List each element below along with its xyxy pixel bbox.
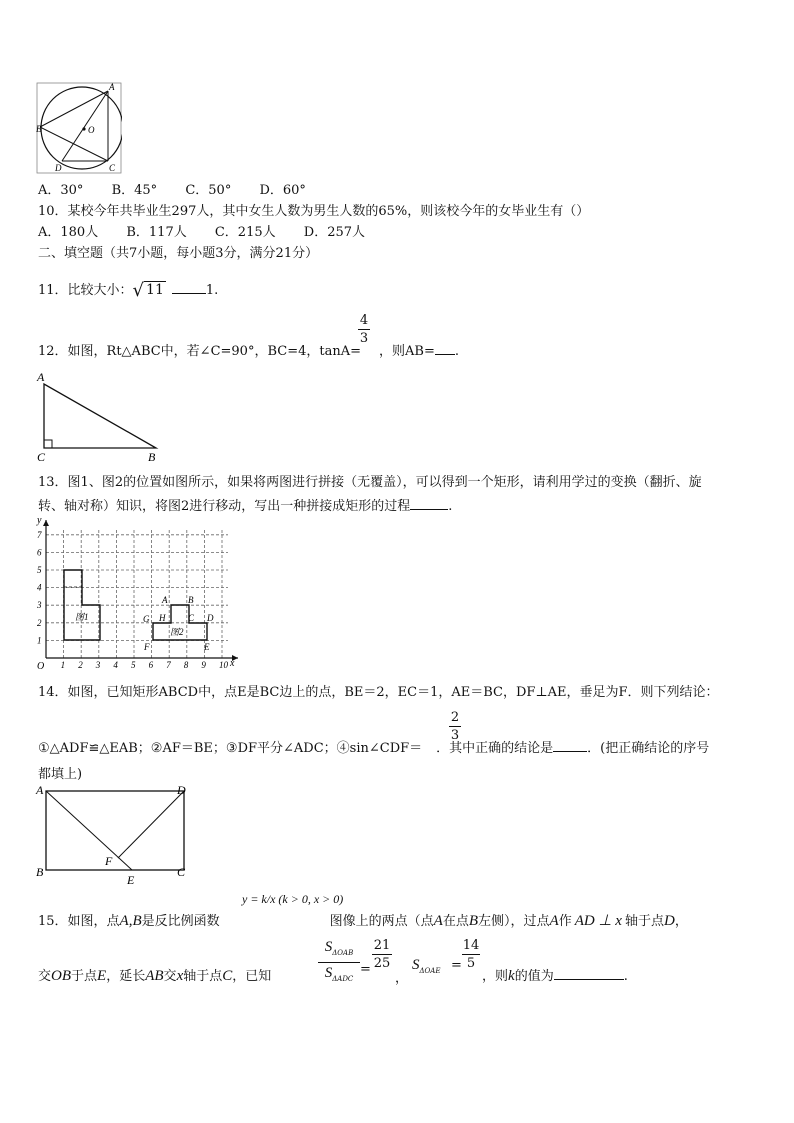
q15-r6: ，已知 (232, 969, 272, 984)
q9-circle (41, 87, 122, 169)
q15-eq2-den: 5 (466, 956, 476, 971)
q13-y-tick: 5 (37, 565, 42, 575)
q14-label-a: A (36, 783, 44, 797)
q12-frac-num: 4 (359, 313, 369, 328)
q13-x-tick: 9 (201, 660, 206, 670)
q12-triangle-figure (34, 370, 166, 464)
q13-fig1-label: 图1 (75, 612, 89, 622)
q15-r4: 交 (163, 969, 177, 984)
q13-x-tick: 6 (148, 660, 154, 670)
q15-function-text: y = k/x (k > 0, x > 0) (242, 892, 344, 906)
q15-point-a2: A (549, 913, 559, 929)
q13-fig2-label: 图2 (170, 627, 184, 637)
q13-y-tick: 1 (37, 635, 42, 646)
q14-line3: 都填上) (38, 767, 83, 782)
q9-label-c: C (109, 163, 116, 173)
q13-pt-g: G (143, 614, 150, 624)
q10-options (38, 224, 389, 242)
q15-area-ratio (318, 938, 360, 987)
q12-frac-den: 3 (359, 331, 369, 346)
q9-options (38, 182, 330, 200)
q15-s-oae-sub: ΔOAE (419, 967, 441, 976)
q13-figure-1 (64, 570, 100, 640)
q14-label-c: C (177, 865, 186, 879)
q13-x-tick: 5 (131, 660, 136, 670)
q12-label-b: B (148, 450, 156, 464)
q13-x-tick: 1 (60, 660, 66, 670)
q14-line2 (38, 739, 709, 758)
q15-ob: OB (51, 968, 72, 984)
q10-option-c: C．215人 (214, 225, 276, 240)
q15-fraction-14-5 (462, 938, 480, 971)
q11-answer-blank (172, 281, 206, 294)
q10-option-d: D．257人 (303, 225, 366, 240)
q15-tail (482, 967, 628, 986)
q15-s-adc-sub: ΔADC (332, 975, 354, 984)
q11-suffix: 1. (205, 283, 219, 298)
q15-r7: ，则 (482, 969, 509, 984)
q15-ab: AB (145, 968, 164, 984)
q15-eq1-num: 21 (373, 938, 391, 953)
q13-pt-a: A (162, 595, 168, 605)
q15-t3: 图像上的两点（点 (329, 914, 434, 929)
q13-y-tick: 2 (37, 617, 42, 628)
q9-circle-figure (36, 82, 122, 174)
q14-frac-num: 2 (450, 710, 460, 725)
q14-answer-blank (553, 739, 587, 752)
q15-point-d: D (663, 913, 675, 929)
q15-s-oab: S (324, 939, 333, 955)
section-2-heading: 二、填空题（共7小题，每小题3分，满分21分） (38, 246, 319, 261)
q15-line1 (38, 912, 688, 931)
q15-k: k (508, 968, 515, 984)
q15-t6: 作 (558, 914, 572, 929)
q15-end: . (623, 969, 628, 984)
q13-x-tick: 10 (219, 660, 228, 670)
q15-s-oae: S (412, 957, 420, 973)
q13-y-tick: 6 (37, 547, 42, 558)
q15-x: x (176, 968, 184, 984)
q15-point-b: B (468, 913, 479, 929)
q13-axis-x: x (230, 658, 235, 669)
q10-option-a: A．180人 (38, 225, 99, 240)
q13-pt-h: H (159, 613, 166, 623)
q13-origin: O (37, 661, 45, 670)
q13-y-tick: 7 (37, 529, 42, 540)
q13-axis-y: y (37, 515, 42, 526)
q15-r3: ，延长 (106, 969, 146, 984)
q9-option-d: D．60° (259, 183, 306, 198)
q13-y-tick: 4 (37, 582, 42, 593)
q15-t1: 15．如图，点 (38, 914, 120, 929)
q10-text: 10．某校今年共毕业生297人，其中女生人数为男生人数的65%，则该校今年的女毕业生有（） (38, 204, 590, 219)
q13-y-tick: 3 (37, 600, 42, 611)
q12-label-a: A (37, 370, 45, 384)
q12-prefix: 12．如图，Rt△ABC中，若∠C=90°，BC=4，tanA= (38, 344, 361, 359)
q13-pt-b: B (188, 595, 194, 605)
q15-points-ab: A,B (119, 913, 142, 929)
q9-label-b: B (36, 124, 42, 134)
q12-fraction (358, 313, 370, 346)
q15-r5: 轴于点 (183, 969, 223, 984)
q14-label-b: B (36, 865, 44, 879)
q15-answer-blank (554, 967, 624, 980)
q15-t5: 左侧），过点 (478, 914, 550, 929)
q12-end: . (454, 344, 459, 359)
q15-s-oab-sub: ΔOAB (332, 949, 354, 958)
q12-line (38, 342, 459, 361)
q15-point-a1: A (433, 913, 443, 929)
q9-option-c: C．50° (185, 183, 232, 198)
q11-line (38, 280, 218, 300)
q11-radicand: 11 (146, 282, 164, 298)
q13-grid-lines (46, 529, 228, 658)
q14-line1: 14．如图，已知矩形ABCD中，点E是BC边上的点，BE＝2，EC＝1，AE＝BC，DF⊥AE，垂足为F．则下列结论： (38, 685, 719, 700)
q12-answer-blank (435, 342, 455, 355)
q15-point-c: C (222, 968, 233, 984)
q14-label-d: D (177, 783, 186, 797)
q13-x-tick: 7 (166, 660, 171, 670)
q15-s-oae-group (412, 954, 440, 975)
q15-eq1-den: 25 (373, 956, 391, 971)
q15-comma: ， (395, 971, 409, 986)
q13-x-tick: 8 (183, 660, 189, 670)
q12-suffix: ，则AB= (379, 344, 435, 359)
q14-rectangle-figure (34, 782, 194, 886)
q9-label-d: D (55, 163, 62, 173)
q14-fraction (449, 710, 461, 743)
q14-line2-suffix: ．其中正确的结论是 (436, 741, 554, 756)
q13-line2-text: 转、轴对称）知识，将图2进行移动，写出一种拼接成矩形的过程 (38, 499, 411, 514)
q13-end: . (448, 499, 453, 514)
q11-prefix: 11．比较大小： (38, 283, 133, 298)
q14-label-e: E (127, 873, 135, 886)
q15-fraction-21-25 (372, 938, 392, 971)
q14-frac-den: 3 (450, 728, 460, 743)
q15-line2 (38, 967, 271, 986)
q13-x-tick: 2 (78, 660, 83, 670)
q13-line1: 13．图1、图2的位置如图所示，如果将两图进行拼接（无覆盖），可以得到一个矩形，请利用学过的变换（翻折、旋 (38, 475, 702, 490)
q15-r1: 交 (38, 969, 52, 984)
q9-option-b: B．45° (111, 183, 158, 198)
q13-pt-f: F (144, 642, 150, 652)
q15-s-adc: S (324, 965, 333, 982)
q13-answer-blank (410, 497, 448, 510)
q15-r8: 的值为 (514, 969, 554, 984)
q15-ad-perp: AD ⊥ x (574, 913, 622, 929)
q15-t8: ， (674, 914, 688, 929)
q15-function (242, 892, 343, 907)
q15-t2: 是反比例函数 (141, 914, 220, 929)
q13-x-tick: 3 (95, 660, 101, 670)
q11-sqrt: √ 11 (132, 280, 164, 301)
q15-r2: 于点 (71, 969, 98, 984)
q10-option-b: B．117人 (126, 225, 187, 240)
q15-t7: 轴于点 (624, 914, 664, 929)
q13-x-tick: 4 (113, 660, 118, 670)
q15-eq2-num: 14 (462, 938, 480, 953)
q9-label-a: A (109, 82, 115, 92)
q9-label-o: O (88, 125, 95, 135)
q14-label-f: F (105, 854, 113, 868)
q13-pt-d: D (207, 613, 214, 623)
q14-line2-prefix: ①△ADF≌△EAB；②AF＝BE；③DF平分∠ADC；④sin∠CDF＝ (38, 741, 423, 756)
q12-label-c: C (37, 450, 46, 464)
q15-point-e: E (97, 968, 107, 984)
q9-option-a: A．30° (38, 183, 84, 198)
q13-pt-c: C (188, 613, 195, 623)
q13-grid-figure (34, 514, 242, 670)
q15-t4: 在点 (442, 914, 469, 929)
q14-line2-end: ．(把正确结论的序号 (587, 741, 710, 756)
q13-pt-e: E (204, 642, 210, 652)
